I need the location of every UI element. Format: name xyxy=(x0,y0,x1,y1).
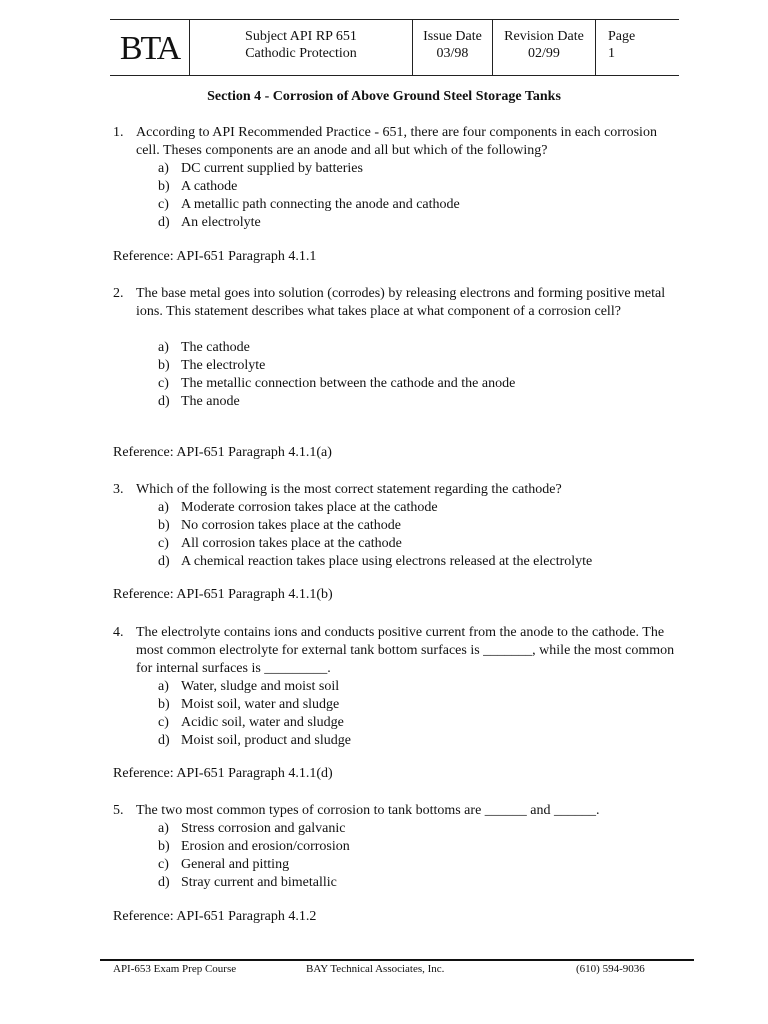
option-letter: c) xyxy=(158,197,169,212)
revision-date-cell xyxy=(492,20,595,75)
option-letter: a) xyxy=(158,679,169,694)
option-letter: c) xyxy=(158,536,169,551)
option-a xyxy=(158,820,683,838)
option-letter: c) xyxy=(158,376,169,391)
reference-2: Reference: API-651 Paragraph 4.1.1(a) xyxy=(113,445,332,460)
option-text: DC current supplied by batteries xyxy=(181,161,363,176)
question-text: The electrolyte contains ions and conducts positive current from the anode to the cathode. The most common electrolyte for external tank bottom surfaces is _______, while the most common for internal surfaces is _________. xyxy=(136,625,675,676)
option-b xyxy=(158,178,683,196)
option-text: General and pitting xyxy=(181,857,290,872)
option-letter: b) xyxy=(158,358,170,373)
options-list xyxy=(113,678,683,750)
option-d xyxy=(158,393,683,411)
option-text: A cathode xyxy=(181,179,238,194)
option-letter: d) xyxy=(158,554,170,569)
option-text: Erosion and erosion/corrosion xyxy=(181,839,350,854)
option-letter: b) xyxy=(158,839,170,854)
options-list xyxy=(113,499,683,571)
option-c xyxy=(158,196,683,214)
option-a xyxy=(158,499,683,517)
option-b xyxy=(158,357,683,375)
question-number: 3. xyxy=(113,482,124,497)
footer-phone: (610) 594-9036 xyxy=(576,963,645,975)
option-text: A chemical reaction takes place using electrons released at the electrolyte xyxy=(181,554,593,569)
option-letter: a) xyxy=(158,821,169,836)
option-a xyxy=(158,160,683,178)
subject-subtitle: Cathodic Protection xyxy=(245,46,357,61)
option-text: An electrolyte xyxy=(181,215,261,230)
option-letter: d) xyxy=(158,875,170,890)
option-letter: b) xyxy=(158,518,170,533)
option-d xyxy=(158,874,683,892)
question-text: Which of the following is the most correct statement regarding the cathode? xyxy=(136,482,562,497)
question-3 xyxy=(113,481,683,571)
section-title: Section 4 - Corrosion of Above Ground Steel Storage Tanks xyxy=(207,89,561,104)
revision-date-label: Revision Date xyxy=(504,29,584,44)
question-number: 2. xyxy=(113,286,124,301)
option-letter: b) xyxy=(158,697,170,712)
page-label: Page xyxy=(608,29,636,44)
page-number: 1 xyxy=(608,46,615,61)
option-text: Moist soil, water and sludge xyxy=(181,697,340,712)
reference-3: Reference: API-651 Paragraph 4.1.1(b) xyxy=(113,587,333,602)
option-b xyxy=(158,517,683,535)
option-a xyxy=(158,678,683,696)
option-a xyxy=(158,339,683,357)
option-text: Moist soil, product and sludge xyxy=(181,733,351,748)
footer-company: BAY Technical Associates, Inc. xyxy=(306,963,445,975)
option-text: The anode xyxy=(181,394,240,409)
option-letter: a) xyxy=(158,500,169,515)
option-letter: a) xyxy=(158,340,169,355)
reference-5: Reference: API-651 Paragraph 4.1.2 xyxy=(113,909,317,924)
option-text: Stray current and bimetallic xyxy=(181,875,337,890)
option-letter: c) xyxy=(158,715,169,730)
logo-cell xyxy=(110,20,189,75)
question-number: 4. xyxy=(113,625,124,640)
question-text: The two most common types of corrosion to tank bottoms are ______ and ______. xyxy=(136,803,600,818)
option-d xyxy=(158,732,683,750)
option-text: The cathode xyxy=(181,340,250,355)
footer-rule xyxy=(100,959,694,961)
issue-date-value: 03/98 xyxy=(436,46,469,61)
question-text: According to API Recommended Practice - 651, there are four components in each corrosion cell. Theses components are an anode and all but which of the following? xyxy=(136,125,657,158)
question-text: The base metal goes into solution (corrodes) by releasing electrons and forming positive metal ions. This statement describes what takes place at what component of a corrosion cell? xyxy=(136,286,666,319)
subject-title: Subject API RP 651 xyxy=(245,29,357,44)
option-letter: b) xyxy=(158,179,170,194)
option-text: Water, sludge and moist soil xyxy=(181,679,340,694)
option-text: The metallic connection between the cathode and the anode xyxy=(181,376,516,391)
option-b xyxy=(158,838,683,856)
option-c xyxy=(158,535,683,553)
option-c xyxy=(158,856,683,874)
option-text: The electrolyte xyxy=(181,358,266,373)
issue-date-label: Issue Date xyxy=(423,29,482,44)
issue-date-cell xyxy=(412,20,492,75)
question-number: 1. xyxy=(113,125,124,140)
option-d xyxy=(158,214,683,232)
reference-1: Reference: API-651 Paragraph 4.1.1 xyxy=(113,249,317,264)
option-text: Moderate corrosion takes place at the cathode xyxy=(181,500,438,515)
revision-date-value: 02/99 xyxy=(528,46,560,61)
option-letter: d) xyxy=(158,394,170,409)
options-list xyxy=(113,820,683,892)
subject-cell xyxy=(189,20,412,75)
option-text: A metallic path connecting the anode and cathode xyxy=(181,197,460,212)
option-b xyxy=(158,696,683,714)
question-5 xyxy=(113,802,683,892)
option-letter: d) xyxy=(158,215,170,230)
option-text: All corrosion takes place at the cathode xyxy=(181,536,402,551)
question-2 xyxy=(113,285,683,411)
footer-course: API-653 Exam Prep Course xyxy=(113,963,237,975)
option-d xyxy=(158,553,683,571)
option-letter: d) xyxy=(158,733,170,748)
option-text: No corrosion takes place at the cathode xyxy=(181,518,402,533)
page-cell xyxy=(595,20,679,75)
question-number: 5. xyxy=(113,803,124,818)
option-text: Acidic soil, water and sludge xyxy=(181,715,344,730)
question-1 xyxy=(113,124,683,232)
option-letter: a) xyxy=(158,161,169,176)
reference-4: Reference: API-651 Paragraph 4.1.1(d) xyxy=(113,766,333,781)
bta-logo: BTA xyxy=(119,30,180,67)
option-text: Stress corrosion and galvanic xyxy=(181,821,346,836)
question-4 xyxy=(113,624,683,750)
options-list xyxy=(113,160,683,232)
option-c xyxy=(158,714,683,732)
option-letter: c) xyxy=(158,857,169,872)
header-table xyxy=(110,19,679,76)
options-list xyxy=(113,339,683,411)
option-c xyxy=(158,375,683,393)
